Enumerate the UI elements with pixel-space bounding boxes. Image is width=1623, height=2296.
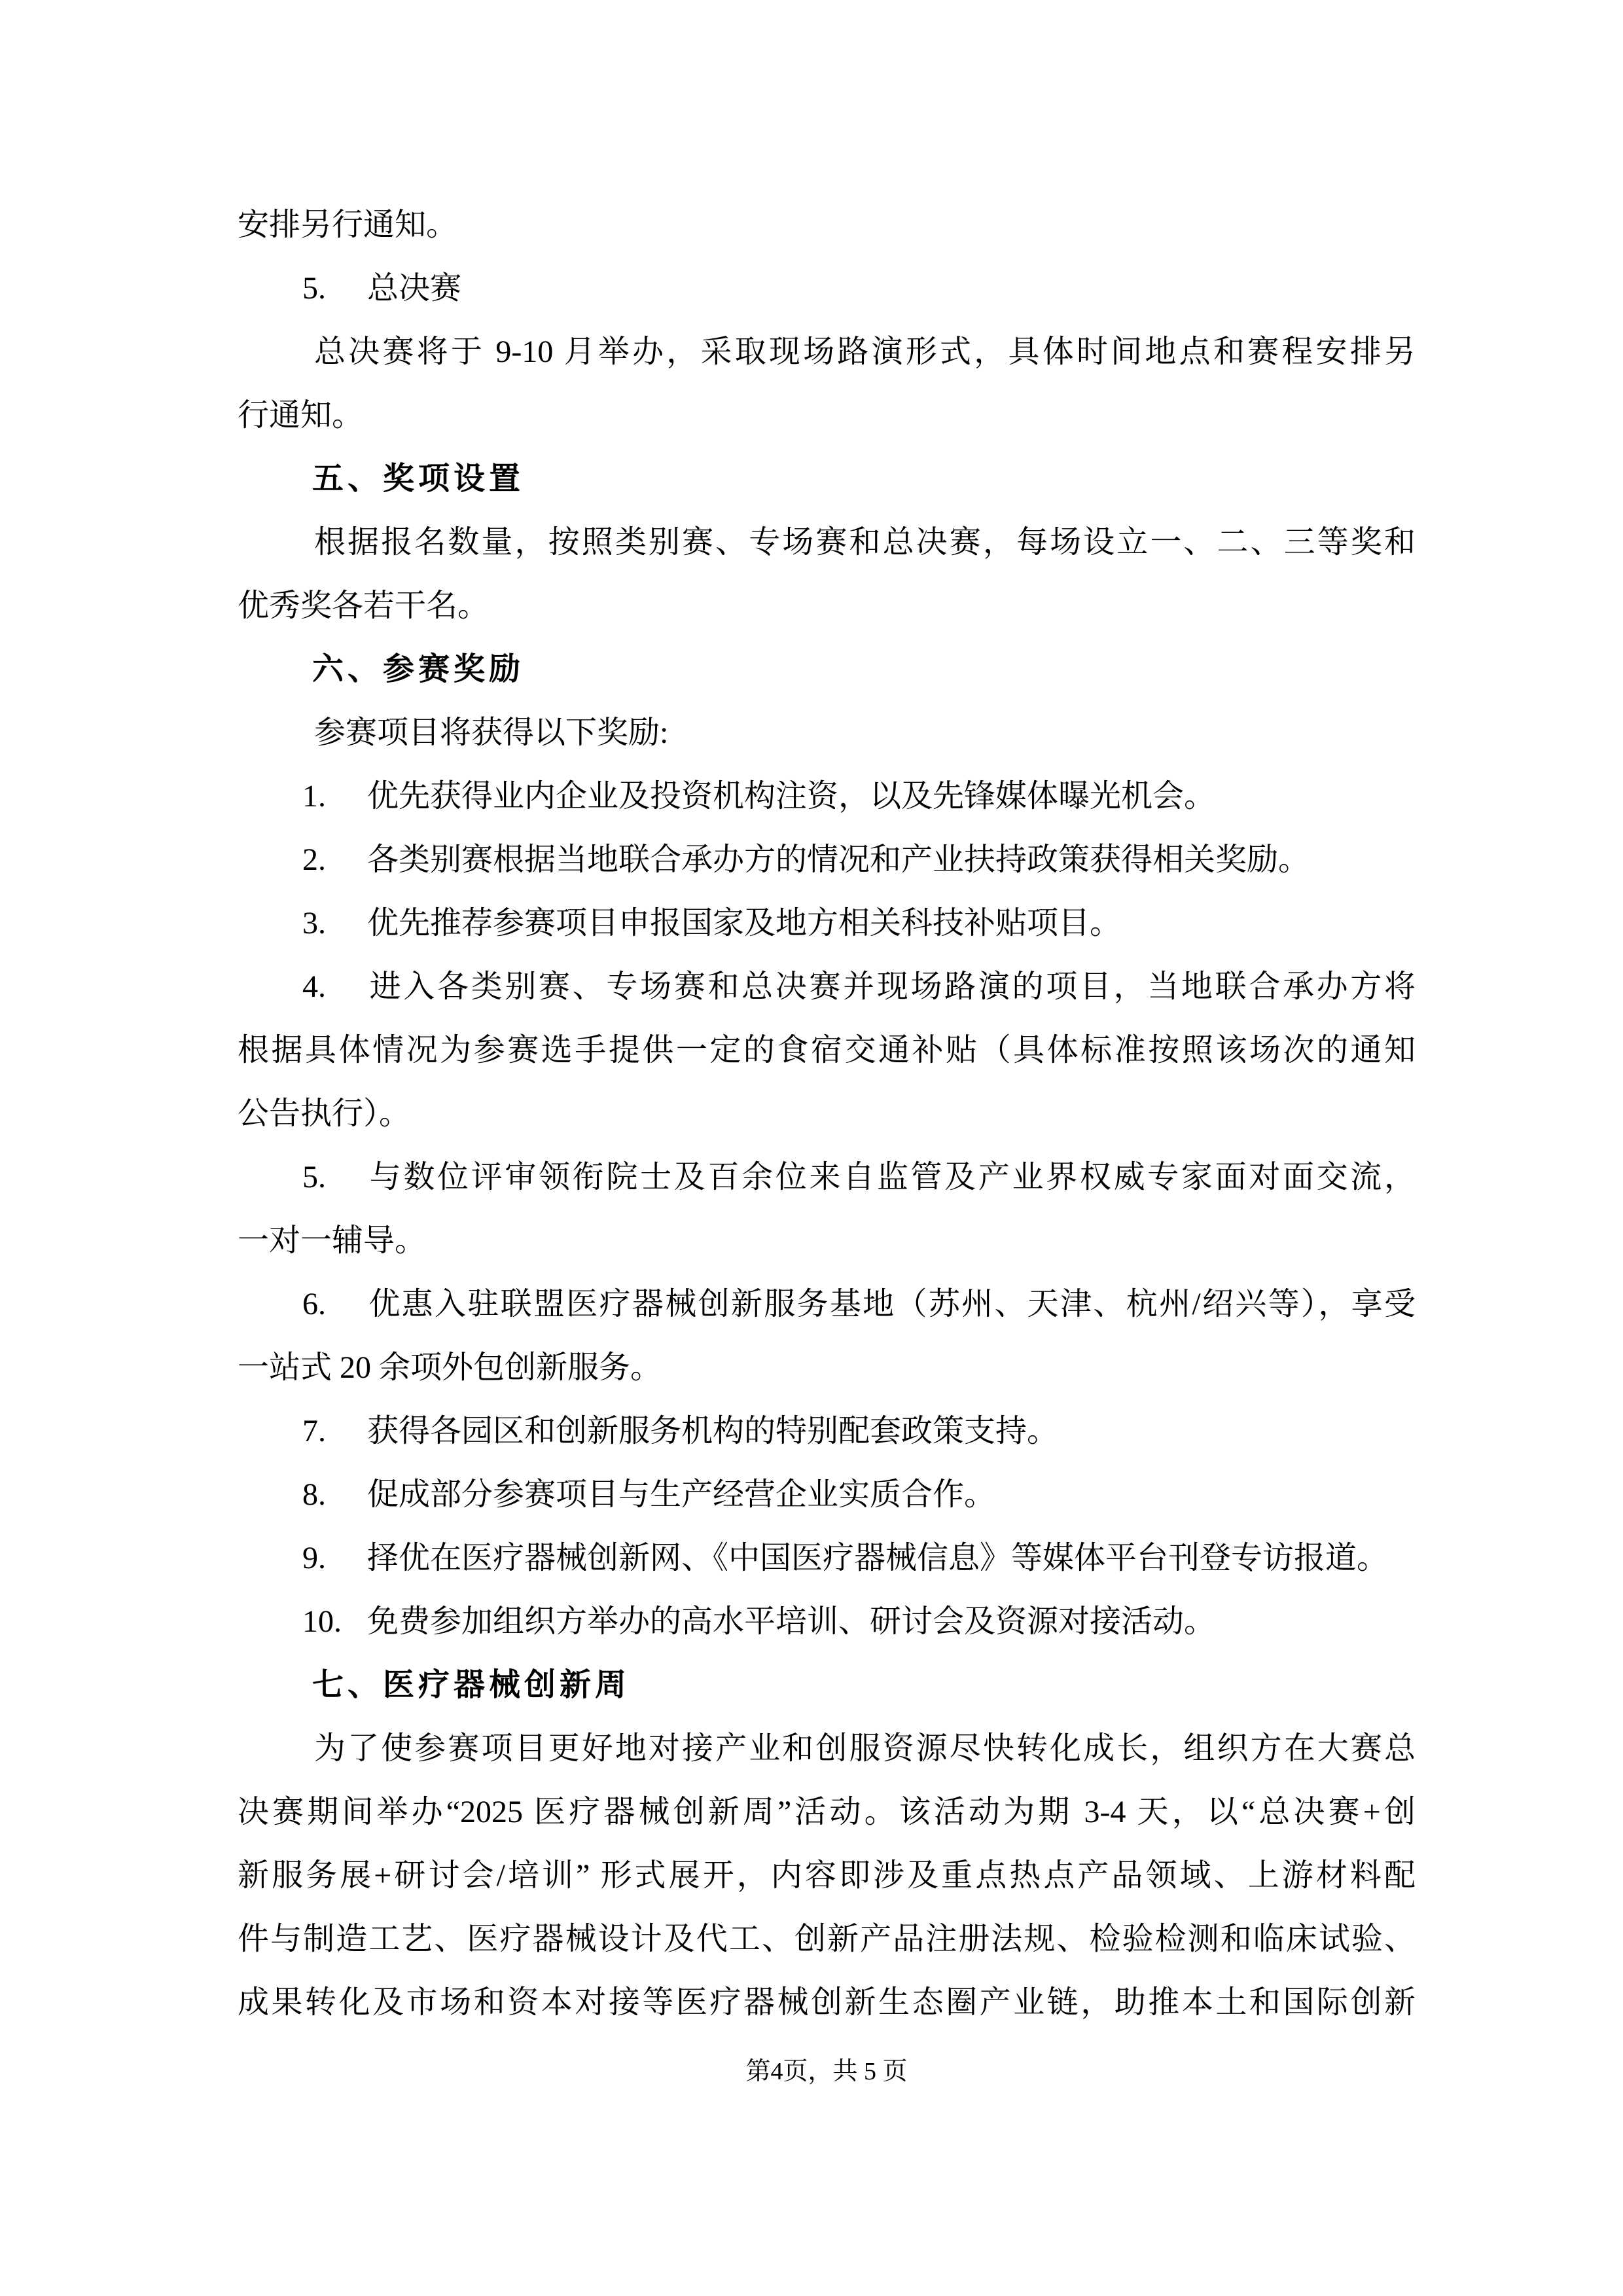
list-number: 6. xyxy=(302,1287,326,1321)
list-item xyxy=(238,1399,1416,1463)
list-number: 2. xyxy=(302,842,326,877)
document-body xyxy=(238,193,1416,2034)
text-line: 决赛期间举办“2025 医疗器械创新周”活动。该活动为期 3-4 天，以“总决赛+创 xyxy=(238,1795,1416,1829)
list-item xyxy=(238,891,1416,955)
list-item xyxy=(238,257,1416,320)
text-line: 优秀奖各若干名。 xyxy=(238,588,490,623)
list-number: 3. xyxy=(302,906,326,941)
list-item xyxy=(238,1590,1416,1653)
list-item xyxy=(238,1272,1416,1336)
list-item-text: 获得各园区和创新服务机构的特别配套政策支持。 xyxy=(367,1414,1059,1448)
list-item-text: 各类别赛根据当地联合承办方的情况和产业扶持政策获得相关奖励。 xyxy=(367,842,1310,877)
text-line: 新服务展+研讨会/培训” 形式展开，内容即涉及重点热点产品领域、上游材料配 xyxy=(238,1858,1416,1893)
list-item xyxy=(238,1526,1416,1590)
list-item-text: 总决赛 xyxy=(367,271,462,306)
list-item xyxy=(238,955,1416,1018)
list-number: 10. xyxy=(302,1604,342,1639)
list-number: 9. xyxy=(302,1541,326,1575)
text-line: 成果转化及市场和资本对接等医疗器械创新生态圈产业链，助推本土和国际创新 xyxy=(238,1985,1416,2020)
list-item-text: 优先推荐参赛项目申报国家及地方相关科技补贴项目。 xyxy=(367,906,1122,941)
section-heading: 五、奖项设置 xyxy=(312,461,525,496)
list-number: 5. xyxy=(302,271,326,306)
list-number: 1. xyxy=(302,779,326,814)
list-item xyxy=(238,828,1416,891)
text-line: 行通知。 xyxy=(238,398,364,433)
list-number: 5. xyxy=(302,1160,326,1194)
section-heading: 七、医疗器械创新周 xyxy=(312,1668,631,1702)
list-item xyxy=(238,764,1416,828)
list-number: 8. xyxy=(302,1477,326,1512)
text-line: 一站式 20 余项外包创新服务。 xyxy=(238,1350,662,1385)
list-item-text: 与数位评审领衔院士及百余位来自监管及产业界权威专家面对面交流， xyxy=(367,1160,1416,1194)
paragraph-line: 根据报名数量，按照类别赛、专场赛和总决赛，每场设立一、二、三等奖和 xyxy=(314,525,1416,560)
paragraph-line: 总决赛将于 9-10 月举办，采取现场路演形式，具体时间地点和赛程安排另 xyxy=(314,334,1416,369)
list-number: 7. xyxy=(302,1414,326,1448)
list-item-text: 优先获得业内企业及投资机构注资，以及先锋媒体曝光机会。 xyxy=(367,779,1216,814)
text-line: 公告执行）。 xyxy=(238,1096,411,1131)
list-item xyxy=(238,1145,1416,1209)
page-number-footer: 第4页，共 5 页 xyxy=(745,2058,908,2085)
section-heading: 六、参赛奖励 xyxy=(312,652,525,687)
text-line: 安排另行通知。 xyxy=(238,207,458,242)
text-line: 一对一辅导。 xyxy=(238,1223,427,1258)
list-item-text: 促成部分参赛项目与生产经营企业实质合作。 xyxy=(367,1477,996,1512)
list-item-text: 进入各类别赛、专场赛和总决赛并现场路演的项目，当地联合承办方将 xyxy=(367,969,1416,1004)
list-number: 4. xyxy=(302,969,326,1004)
text-line: 根据具体情况为参赛选手提供一定的食宿交通补贴（具体标准按照该场次的通知 xyxy=(238,1033,1416,1067)
paragraph-line: 参赛项目将获得以下奖励: xyxy=(314,715,669,750)
list-item-text: 择优在医疗器械创新网、《中国医疗器械信息》等媒体平台刊登专访报道。 xyxy=(367,1541,1389,1575)
list-item-text: 优惠入驻联盟医疗器械创新服务基地（苏州、天津、杭州/绍兴等），享受 xyxy=(367,1287,1416,1321)
paragraph-line: 为了使参赛项目更好地对接产业和创服资源尽快转化成长，组织方在大赛总 xyxy=(314,1731,1416,1766)
list-item xyxy=(238,1463,1416,1526)
list-item-text: 免费参加组织方举办的高水平培训、研讨会及资源对接活动。 xyxy=(367,1604,1216,1639)
text-line: 件与制造工艺、医疗器械设计及代工、创新产品注册法规、检验检测和临床试验、 xyxy=(238,1922,1416,1956)
